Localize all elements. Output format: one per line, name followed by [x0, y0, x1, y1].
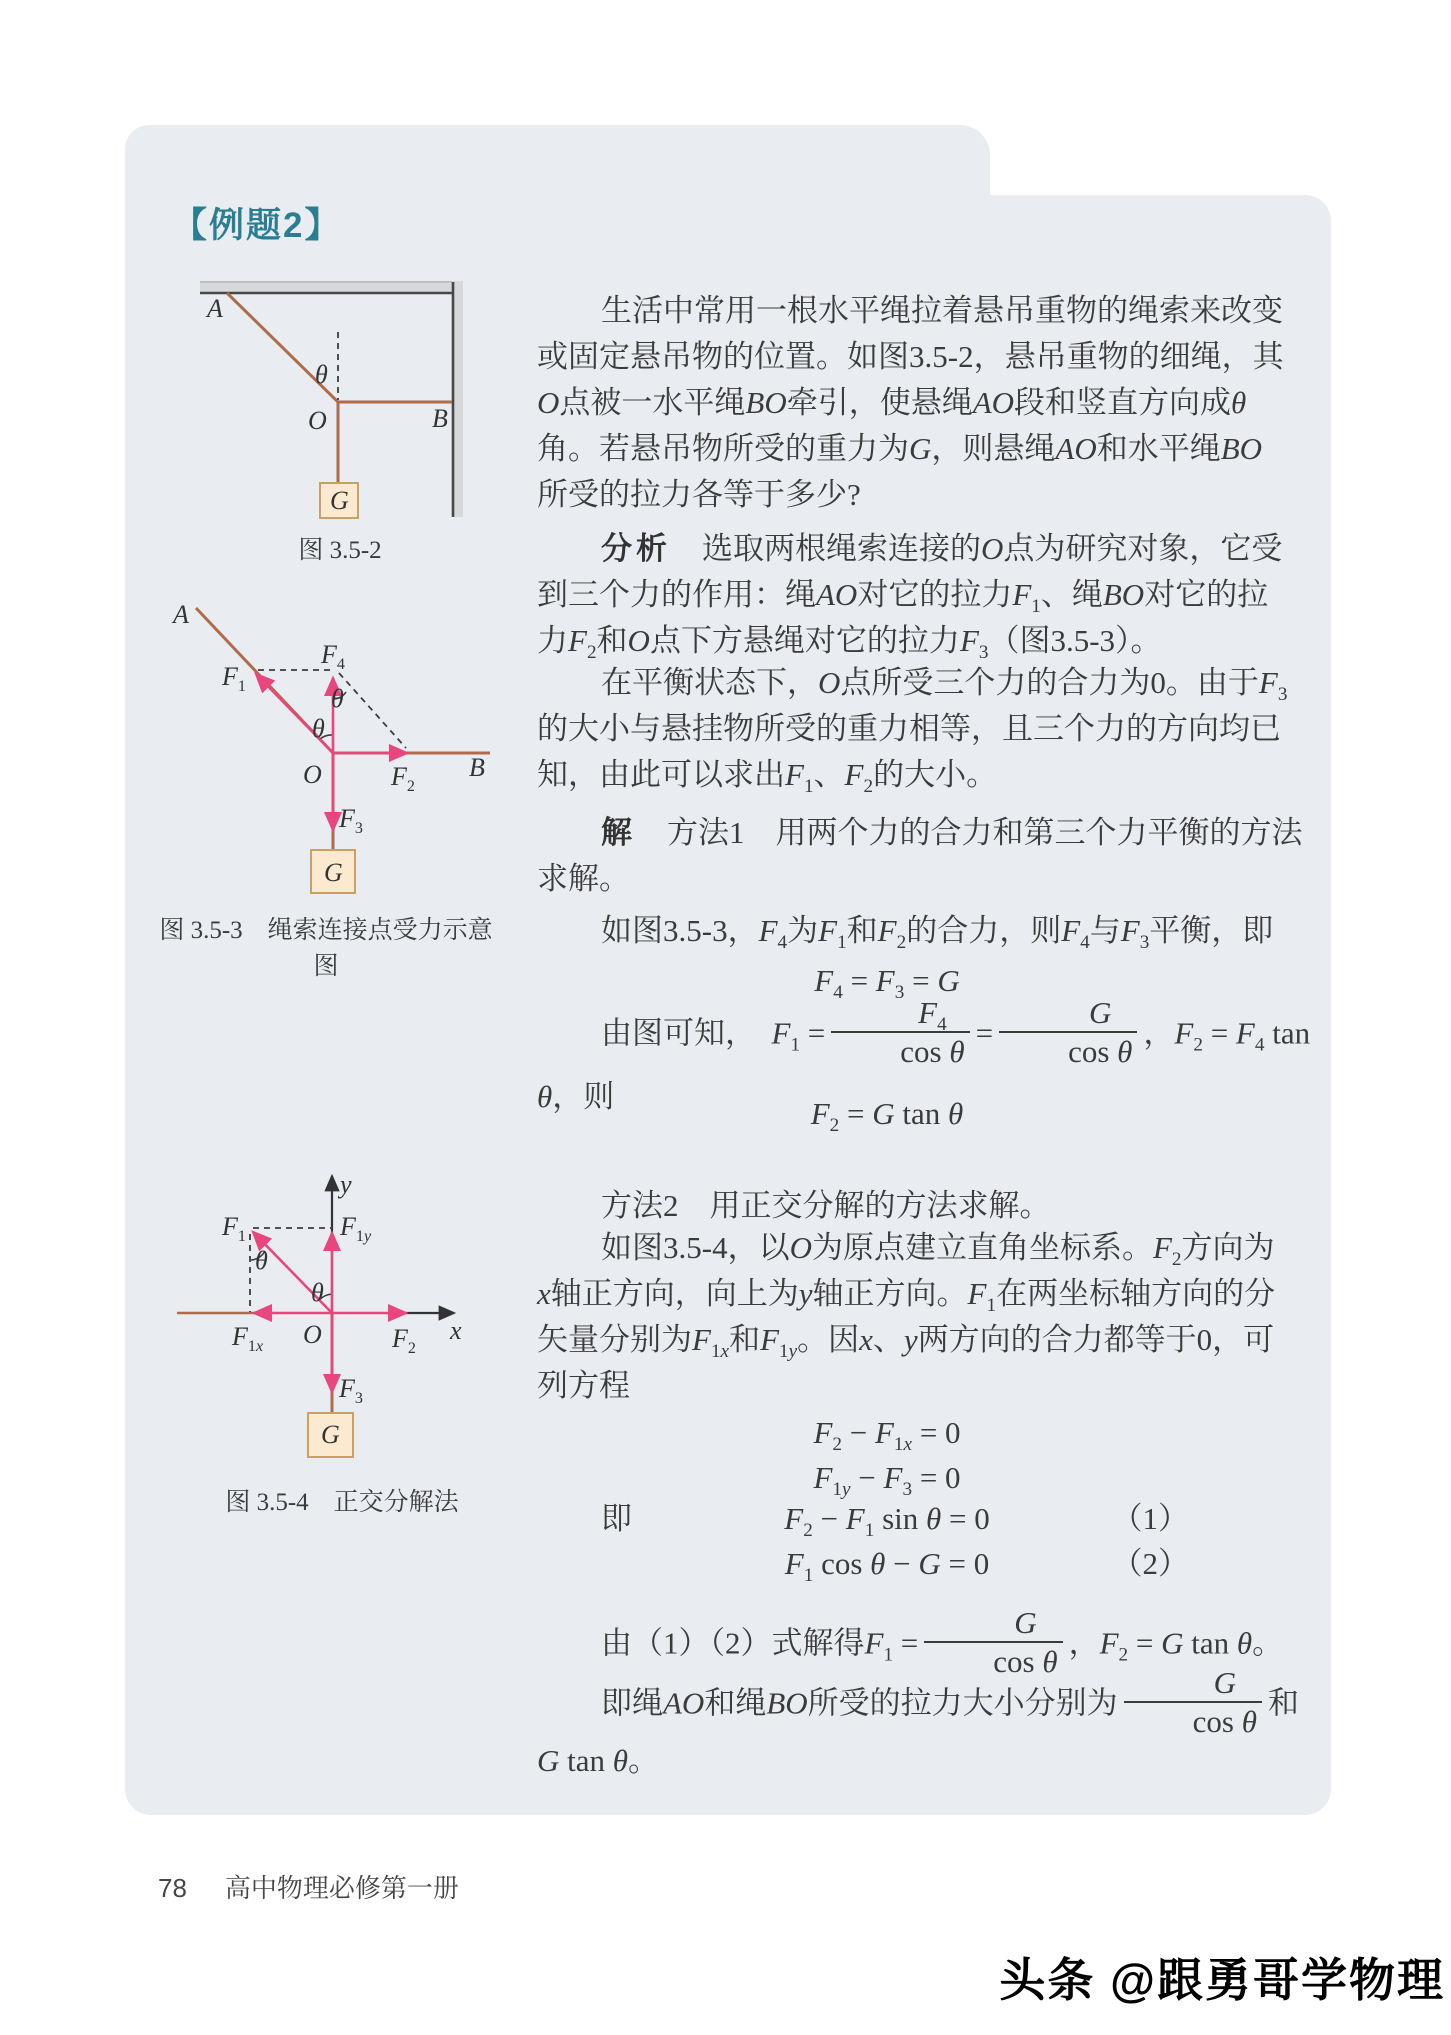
equation-x-components: $F_2 - F_{1x} = 0$ — [813, 1415, 961, 1456]
figure-3-5-4 — [150, 1160, 480, 1470]
book-title: 高中物理必修第一册 — [224, 1874, 459, 1903]
label-F1x: $F_{1x}$ — [232, 1322, 264, 1356]
result-line: 由（1）（2）式解得$F_1$ = $\frac{G}{\text{cos θ}}$ ，$F_2 = G$ tan θ。 — [601, 1605, 1284, 1680]
conclusion-line-1: 即绳AO和绳BO所受的拉力大小分别为 $\frac{G}{\text{cos θ}}$ 和 — [601, 1665, 1299, 1740]
analysis-paragraph — [537, 526, 1315, 664]
text-line: 所受的拉力各等于多少? — [537, 477, 861, 512]
label-F2: $F_2$ — [391, 762, 415, 796]
method2-title-line: 方法2 用正交分解的方法求解。 — [601, 1188, 1051, 1223]
label-x-axis: x — [450, 1316, 462, 1345]
label-theta-O: θ — [311, 1278, 324, 1307]
panel-tab — [125, 125, 990, 205]
text-line: 生活中常用一根水平绳拉着悬吊重物的绳索来改变 — [601, 293, 1283, 328]
text-line: 如图3.5-4，以O为原点建立直角坐标系。$F_2$方向为 — [601, 1230, 1275, 1271]
text-line: 矢量分别为$F_{1x}$和$F_{1y}$。因x、y两方向的合力都等于0，可 — [537, 1322, 1275, 1363]
equation-1-number: （1） — [1111, 1501, 1189, 1536]
equation-2-row — [537, 1541, 1237, 1587]
equation-y-components: $F_{1y} - F_3 = 0$ — [813, 1460, 961, 1501]
label-O: O — [303, 760, 322, 789]
label-y-axis: y — [340, 1170, 352, 1199]
label-F1y: $F_{1y}$ — [340, 1212, 372, 1246]
text-line: 或固定悬吊物的位置。如图3.5-2，悬吊重物的细绳，其 — [537, 339, 1284, 374]
equation-f2-gtan: $F_2 = G$ tan θ — [810, 1096, 964, 1137]
label-B: B — [469, 753, 485, 782]
equation-2-number: （2） — [1111, 1546, 1189, 1581]
text-line: x轴正方向，向上为y轴正方向。$F_1$在两坐标轴方向的分 — [537, 1276, 1276, 1317]
page-number: 78 — [158, 1873, 187, 1903]
ceiling-bar — [200, 281, 463, 293]
method1-derivation-line: 由图可知， $F_1$ = $\frac{F_4}{\text{cos θ}}$ = $\frac{G}{\text{cos θ}}$ ，$F_2 = F_4$ tan θ，则 — [537, 995, 1311, 1115]
label-F3: $F_3$ — [339, 804, 363, 838]
method2-paragraph — [537, 1225, 1315, 1409]
caption-fig-3-5-3: 图 3.5-3 绳索连接点受力示意图 — [159, 917, 493, 980]
equation-1: $F_2 - F_1$ sin θ = 0 — [784, 1501, 990, 1542]
problem-paragraph — [537, 288, 1315, 518]
text-line: 列方程 — [537, 1368, 630, 1403]
label-B: B — [432, 404, 448, 433]
label-F1: $F_1$ — [222, 1212, 246, 1246]
label-theta: θ — [315, 360, 328, 389]
label-F3: $F_3$ — [339, 1374, 363, 1408]
label-G: G — [330, 486, 349, 515]
page-footer — [158, 1868, 459, 1905]
label-O: O — [308, 406, 327, 435]
equation-lead: 即 — [601, 1501, 632, 1536]
text-line: 分析 选取两根绳索连接的O点为研究对象，它受 — [601, 531, 1283, 566]
text-line: O点被一水平绳BO牵引，使悬绳AO段和竖直方向成θ — [537, 385, 1247, 420]
label-O: O — [303, 1320, 322, 1349]
label-F1: $F_1$ — [222, 662, 246, 696]
method1-intro-line: 如图3.5-3，$F_4$为$F_1$和$F_2$的合力，则$F_4$与$F_3$平衡，即 — [601, 913, 1274, 954]
solution-paragraph — [537, 810, 1315, 902]
caption-fig-3-5-4: 图 3.5-4 正交分解法 — [225, 1489, 459, 1516]
caption-fig-3-5-2: 图 3.5-2 — [298, 537, 382, 564]
solution-label: 解 — [601, 815, 636, 850]
parallelogram-dashed-side — [339, 673, 406, 748]
label-A: A — [207, 294, 223, 323]
analysis-label: 分析 — [601, 531, 671, 566]
label-G: G — [324, 858, 343, 887]
conclusion-line-2: G tan θ。 — [537, 1743, 659, 1778]
label-theta-lower: θ — [312, 714, 325, 743]
equation-f4-f3-g: $F_4 = F_3 = G$ — [814, 963, 960, 1004]
watermark: 头条 @跟勇哥学物理 — [999, 1954, 1445, 2006]
label-theta-F1: θ — [255, 1246, 268, 1275]
text-line: 解 方法1 用两个力的合力和第三个力平衡的方法 — [601, 815, 1303, 850]
label-G: G — [321, 1420, 340, 1449]
text-line: 角。若悬吊物所受的重力为G，则悬绳AO和水平绳BO — [537, 431, 1263, 466]
label-F4: $F_4$ — [321, 640, 345, 674]
label-A: A — [173, 600, 189, 629]
text-line: 的大小与悬挂物所受的重力相等，且三个力的方向均已 — [537, 711, 1281, 746]
equation-2: $F_1$ cos θ − G = 0 — [784, 1546, 990, 1587]
text-line: 力$F_2$和O点下方悬绳对它的拉力$F_3$（图3.5-3）。 — [537, 623, 1162, 664]
text-line: 在平衡状态下，O点所受三个力的合力为0。由于$F_3$ — [601, 665, 1288, 706]
analysis-paragraph-2 — [537, 660, 1315, 798]
text-line: 知，由此可以求出$F_1$、$F_2$的大小。 — [537, 757, 998, 798]
label-theta-upper: θ — [331, 684, 344, 713]
label-F2: $F_2$ — [392, 1324, 416, 1358]
text-line: 求解。 — [537, 861, 630, 896]
example-title: 【例题2】 — [172, 206, 342, 245]
text-line: 到三个力的作用：绳AO对它的拉力$F_1$、绳BO对它的拉 — [537, 577, 1269, 618]
equation-1-row — [537, 1496, 1237, 1542]
